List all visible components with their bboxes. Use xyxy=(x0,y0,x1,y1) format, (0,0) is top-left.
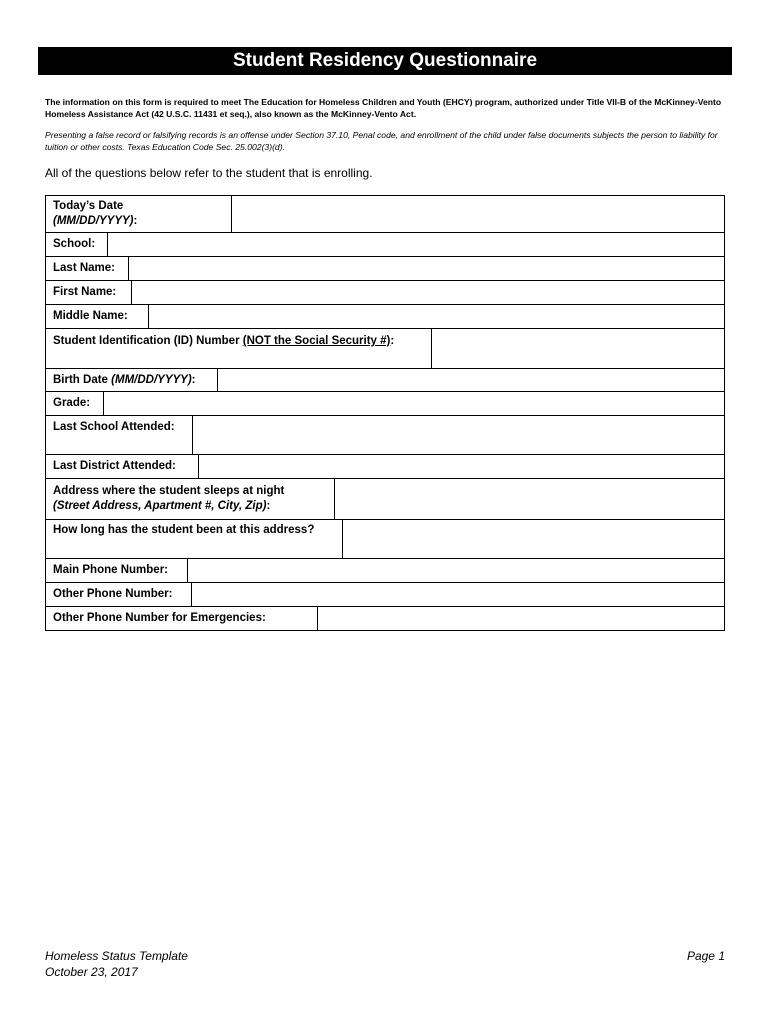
how-long-field[interactable] xyxy=(343,520,724,558)
row-address xyxy=(45,479,725,520)
todays-date-label: Today’s Date (MM/DD/YYYY): xyxy=(46,196,232,232)
footer-template-name: Homeless Status Template xyxy=(45,949,188,963)
page-number: Page 1 xyxy=(686,949,725,963)
intro-lead-text: All of the questions below refer to the student that is enrolling. xyxy=(45,166,373,180)
last-name-label: Last Name: xyxy=(46,257,129,280)
row-middle-name xyxy=(45,305,725,329)
row-main-phone xyxy=(45,559,725,583)
grade-field[interactable] xyxy=(104,392,724,415)
other-phone-field[interactable] xyxy=(192,583,724,606)
last-district-label: Last District Attended: xyxy=(46,455,199,478)
row-last-school xyxy=(45,416,725,455)
footer-date: October 23, 2017 xyxy=(45,965,138,979)
footer-template-info xyxy=(45,948,188,980)
address-field[interactable] xyxy=(335,479,724,519)
todays-date-field[interactable] xyxy=(232,196,724,232)
last-name-field[interactable] xyxy=(129,257,724,280)
row-student-id xyxy=(45,329,725,369)
birth-date-field[interactable] xyxy=(218,369,724,391)
row-emergency-phone xyxy=(45,607,725,631)
emergency-phone-label: Other Phone Number for Emergencies: xyxy=(46,607,318,630)
how-long-label: How long has the student been at this address? xyxy=(46,520,343,558)
last-district-field[interactable] xyxy=(199,455,724,478)
address-label: Address where the student sleeps at night (Street Address, Apartment #, City, Zip): xyxy=(46,479,335,519)
last-school-field[interactable] xyxy=(193,416,724,454)
student-id-field[interactable] xyxy=(432,329,724,368)
emergency-phone-field[interactable] xyxy=(318,607,724,630)
other-phone-label: Other Phone Number: xyxy=(46,583,192,606)
intro-warning-text: Presenting a false record or falsifying records is an offense under Section 37.10, Penal code, and enrollment of the child under false documents subjects the person to liability for tuition or other costs. Texas Education Code Sec. 25.002(3)(d). xyxy=(45,130,718,152)
school-label: School: xyxy=(46,233,108,256)
first-name-field[interactable] xyxy=(132,281,724,304)
birth-date-label: Birth Date (MM/DD/YYYY): xyxy=(46,369,218,391)
middle-name-label: Middle Name: xyxy=(46,305,149,328)
last-school-label: Last School Attended: xyxy=(46,416,193,454)
row-other-phone xyxy=(45,583,725,607)
main-phone-field[interactable] xyxy=(188,559,724,582)
row-grade xyxy=(45,392,725,416)
intro-legal-text: The information on this form is required to meet The Education for Homeless Children and Youth (EHCY) program, authorized under Title VII-B of the McKinney-Vento Homeless Assistance Act (42 U.S.C. 11431 et seq.), also known as the McKinney-Vento Act. xyxy=(45,97,722,119)
row-todays-date xyxy=(45,195,725,233)
student-id-label: Student Identification (ID) Number (NOT the Social Security #): xyxy=(46,329,432,368)
row-last-district xyxy=(45,455,725,479)
row-birth-date xyxy=(45,369,725,392)
first-name-label: First Name: xyxy=(46,281,132,304)
row-school xyxy=(45,233,725,257)
main-phone-label: Main Phone Number: xyxy=(46,559,188,582)
row-how-long xyxy=(45,520,725,559)
grade-label: Grade: xyxy=(46,392,104,415)
questionnaire-form xyxy=(45,195,725,631)
middle-name-field[interactable] xyxy=(149,305,724,328)
row-first-name xyxy=(45,281,725,305)
row-last-name xyxy=(45,257,725,281)
page-title: Student Residency Questionnaire xyxy=(38,47,732,75)
school-field[interactable] xyxy=(108,233,724,256)
